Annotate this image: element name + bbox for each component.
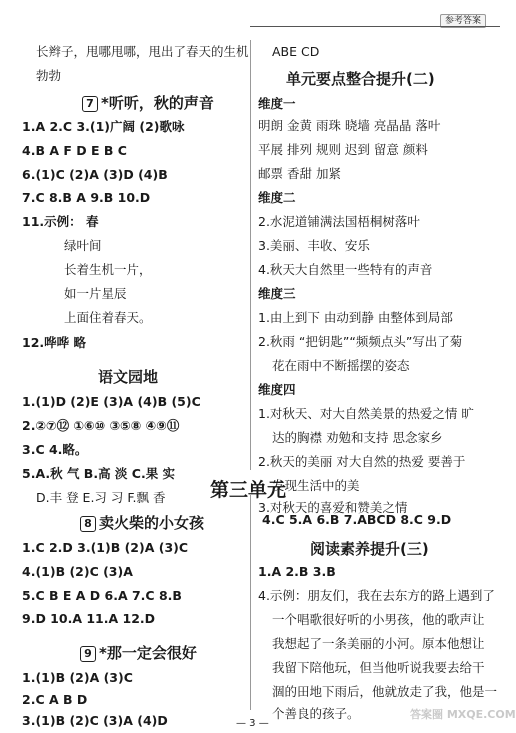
- dimension-4-label: 维度四: [258, 382, 296, 397]
- lesson7-answer-1: 1.A 2.C 3.(1)广阔 (2)歌咏: [22, 119, 185, 134]
- dimension-4-row-2: 达的胸襟 劝勉和支持 思念家乡: [272, 430, 443, 445]
- poem-line-4: 上面住着春天。: [64, 310, 152, 325]
- lesson7-number-badge: 7: [82, 96, 98, 112]
- dimension-3-row-1: 1.由上到下 由动到静 由整体到局部: [258, 310, 453, 325]
- dimension-2-row-3: 4.秋天大自然里一些特有的声音: [258, 262, 433, 277]
- lesson9-answer-1: 1.(1)B (2)A (3)C: [22, 670, 133, 685]
- dimension-1-row-2: 平展 排列 规则 迟到 留意 颜料: [258, 142, 428, 157]
- answer-key-badge: 参考答案: [440, 8, 486, 27]
- yuwen-answer-3: 3.C 4.略。: [22, 442, 88, 457]
- dimension-4-row-1: 1.对秋天、对大自然美景的热爱之情 旷: [258, 406, 474, 421]
- page-number: — 3 —: [236, 718, 269, 729]
- dimension-1-row-1: 明朗 金黄 雨珠 晓墙 亮晶晶 落叶: [258, 118, 441, 133]
- lesson9-number-badge: 9: [80, 646, 96, 662]
- lesson7-answer-11: 11.示例： 春: [22, 214, 99, 229]
- column-divider-lower: [250, 495, 251, 710]
- reading-answer-4-line-2: 一个唱歌很好听的小男孩，他的歌声让: [272, 612, 485, 627]
- poem-line-3: 如一片星辰: [64, 286, 127, 301]
- poem-line-1: 绿叶间: [64, 238, 102, 253]
- dimension-3-label: 维度三: [258, 286, 296, 301]
- lesson8-answer-1: 1.C 2.D 3.(1)B (2)A (3)C: [22, 540, 189, 555]
- dimension-4-row-4: 发现生活中的美: [272, 478, 360, 493]
- lesson8-number-badge: 8: [80, 516, 96, 532]
- reading-answer-4-line-1: 4.示例：朋友们，我在去东方的路上遇到了: [258, 588, 495, 603]
- dimension-1-label: 维度一: [258, 96, 296, 111]
- reading-answer-4-line-4: 我留下陪他玩，但当他听说我要去给干: [272, 660, 485, 675]
- reading-heading: 阅读素养提升(三): [310, 540, 429, 558]
- dimension-2-row-2: 3.美丽、丰收、安乐: [258, 238, 370, 253]
- lesson8-heading: [80, 512, 204, 533]
- lesson9-heading: [80, 642, 197, 663]
- yuwen-heading: 语文园地: [98, 368, 159, 386]
- lesson8-title: 卖火柴的小女孩: [99, 514, 205, 532]
- lesson7-title: *听听，秋的声音: [101, 94, 214, 112]
- header-rule: [250, 26, 500, 27]
- lesson9-answer-2: 2.C A B D: [22, 692, 88, 707]
- lesson9-answer-3: 3.(1)B (2)C (3)A (4)D: [22, 713, 168, 728]
- continuation-line-1: 长辫子，甩哪甩哪，甩出了春天的生机: [36, 44, 249, 59]
- right-continuation: ABE CD: [272, 44, 320, 59]
- lesson7-answer-7: 7.C 8.B A 9.B 10.D: [22, 190, 151, 205]
- right-mid-answers: 4.C 5.A 6.B 7.ABCD 8.C 9.D: [262, 512, 452, 527]
- dimension-1-row-3: 邮票 香甜 加紧: [258, 166, 341, 181]
- poem-line-2: 长着生机一片，: [64, 262, 152, 277]
- dimension-4-row-5: 3.对秋天的喜爱和赞美之情: [258, 500, 408, 515]
- reading-answer-4-line-6: 个善良的孩子。: [272, 706, 360, 721]
- continuation-line-2: 勃勃: [36, 68, 62, 83]
- lesson7-answer-6: 6.(1)C (2)A (3)D (4)B: [22, 167, 168, 182]
- reading-answer-1: 1.A 2.B 3.B: [258, 564, 336, 579]
- lesson8-answer-4: 4.(1)B (2)C (3)A: [22, 564, 133, 579]
- lesson8-answer-9: 9.D 10.A 11.A 12.D: [22, 611, 156, 626]
- lesson7-answer-4: 4.B A F D E B C: [22, 143, 127, 158]
- yuwen-answer-5-row-1: 5.A.秋 气 B.高 淡 C.果 实: [22, 466, 176, 481]
- dimension-2-label: 维度二: [258, 190, 296, 205]
- lesson7-heading: [82, 92, 214, 113]
- unit-review-heading: 单元要点整合提升(二): [286, 70, 435, 88]
- yuwen-answer-2: 2.②⑦⑫ ①⑥⑩ ③⑤⑧ ④⑨⑪: [22, 418, 180, 433]
- unit-title: 第三单元: [210, 479, 287, 501]
- dimension-4-row-3: 2.秋天的美丽 对大自然的热爱 要善于: [258, 454, 466, 469]
- column-divider: [250, 40, 251, 470]
- dimension-3-row-3: 花在雨中不断摇摆的姿态: [272, 358, 410, 373]
- reading-answer-4-line-5: 涸的田地下雨后，他就放走了我，他是一: [272, 684, 498, 699]
- lesson9-title: *那一定会很好: [99, 644, 197, 662]
- lesson7-answer-12: 12.哗哗 略: [22, 335, 86, 350]
- lesson8-answer-5: 5.C B E A D 6.A 7.C 8.B: [22, 588, 182, 603]
- yuwen-answer-5-row-2: D.丰 登 E.习 习 F.飘 香: [36, 490, 166, 505]
- dimension-2-row-1: 2.水泥道铺满法国梧桐树落叶: [258, 214, 420, 229]
- yuwen-answer-1: 1.(1)D (2)E (3)A (4)B (5)C: [22, 394, 201, 409]
- reading-answer-4-line-3: 我想起了一条美丽的小河。原本他想让: [272, 636, 485, 651]
- watermark: 答案圈 MXQE.COM: [410, 708, 516, 721]
- dimension-3-row-2: 2.秋雨 “把钥匙”“频频点头”写出了菊: [258, 334, 463, 349]
